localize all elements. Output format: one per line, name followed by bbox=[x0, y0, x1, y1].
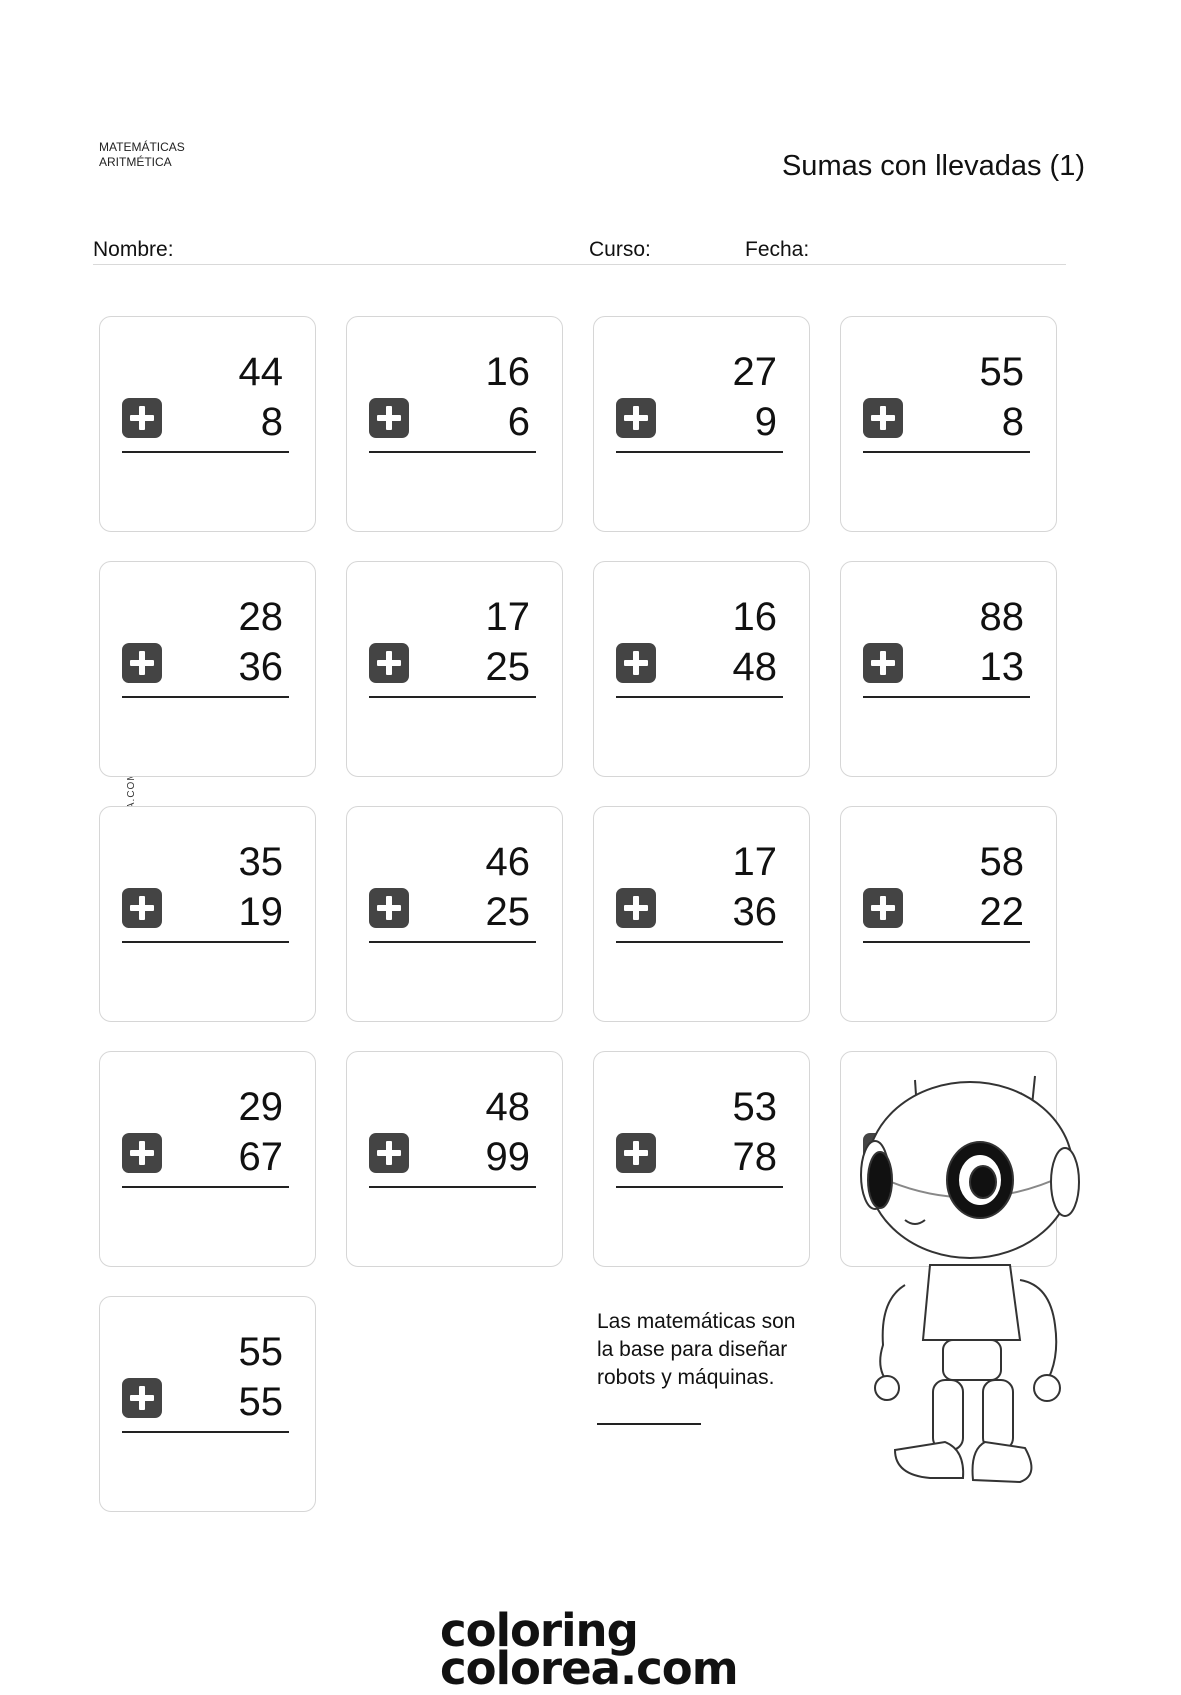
sum-line bbox=[369, 1186, 536, 1188]
course-label: Curso: bbox=[589, 238, 651, 261]
second-addend: 9 bbox=[754, 400, 777, 444]
second-addend: 19 bbox=[238, 890, 283, 934]
addition-problem-card bbox=[346, 806, 563, 1022]
first-addend: 35 bbox=[238, 840, 283, 884]
sum-line bbox=[616, 941, 783, 943]
sum-line bbox=[122, 1186, 289, 1188]
plus-icon bbox=[863, 643, 903, 683]
sum-line bbox=[616, 451, 783, 453]
plus-icon bbox=[616, 888, 656, 928]
addition-problem-card bbox=[99, 316, 316, 532]
second-addend: 55 bbox=[238, 1380, 283, 1424]
plus-icon bbox=[122, 1378, 162, 1418]
plus-icon bbox=[122, 1133, 162, 1173]
first-addend: 46 bbox=[485, 840, 530, 884]
student-info-row bbox=[93, 238, 1066, 265]
plus-icon bbox=[122, 398, 162, 438]
second-addend: 36 bbox=[238, 645, 283, 689]
first-addend: 48 bbox=[485, 1085, 530, 1129]
name-label: Nombre: bbox=[93, 238, 174, 261]
addition-problem-card bbox=[593, 1051, 810, 1267]
second-addend: 36 bbox=[732, 890, 777, 934]
first-addend: 44 bbox=[238, 350, 283, 394]
addition-problem-card bbox=[346, 561, 563, 777]
addition-problem-card bbox=[99, 1296, 316, 1512]
first-addend: 17 bbox=[732, 840, 777, 884]
first-addend: 88 bbox=[979, 595, 1024, 639]
date-label: Fecha: bbox=[745, 238, 810, 261]
category-line-2: ARITMÉTICA bbox=[99, 155, 172, 169]
second-addend: 22 bbox=[979, 890, 1024, 934]
plus-icon bbox=[616, 643, 656, 683]
sum-line bbox=[863, 451, 1030, 453]
second-addend: 48 bbox=[732, 645, 777, 689]
site-logo bbox=[440, 1604, 738, 1695]
plus-icon bbox=[369, 643, 409, 683]
first-addend: 55 bbox=[238, 1330, 283, 1374]
first-addend: 53 bbox=[732, 1085, 777, 1129]
second-addend: 13 bbox=[979, 645, 1024, 689]
sum-line bbox=[122, 1431, 289, 1433]
plus-icon bbox=[616, 398, 656, 438]
sum-line bbox=[122, 451, 289, 453]
first-addend: 58 bbox=[979, 840, 1024, 884]
second-addend: 6 bbox=[507, 400, 530, 444]
sum-line bbox=[369, 941, 536, 943]
sum-line bbox=[369, 696, 536, 698]
first-addend: 16 bbox=[732, 595, 777, 639]
addition-problem-card bbox=[99, 561, 316, 777]
sum-line bbox=[616, 696, 783, 698]
sum-line bbox=[863, 696, 1030, 698]
addition-problem-card bbox=[593, 561, 810, 777]
category-line-1: MATEMÁTICAS bbox=[99, 140, 185, 154]
addition-problem-card bbox=[99, 806, 316, 1022]
plus-icon bbox=[122, 643, 162, 683]
addition-problem-card bbox=[840, 806, 1057, 1022]
addition-problem-card bbox=[99, 1051, 316, 1267]
logo-line-1: coloring bbox=[440, 1604, 638, 1657]
logo-line-2: colorea.com bbox=[440, 1642, 738, 1695]
plus-icon bbox=[122, 888, 162, 928]
addition-problem-card bbox=[840, 561, 1057, 777]
category-label bbox=[99, 140, 185, 170]
second-addend: 67 bbox=[238, 1135, 283, 1179]
second-addend: 25 bbox=[485, 645, 530, 689]
plus-icon bbox=[369, 1133, 409, 1173]
plus-icon bbox=[616, 1133, 656, 1173]
second-addend: 8 bbox=[1001, 400, 1024, 444]
first-addend: 27 bbox=[732, 350, 777, 394]
first-addend: 55 bbox=[979, 350, 1024, 394]
second-addend: 8 bbox=[260, 400, 283, 444]
second-addend: 78 bbox=[732, 1135, 777, 1179]
first-addend: 17 bbox=[485, 595, 530, 639]
plus-icon bbox=[863, 888, 903, 928]
addition-problem-card bbox=[593, 316, 810, 532]
addition-problem-card bbox=[840, 316, 1057, 532]
first-addend: 16 bbox=[485, 350, 530, 394]
page-title: Sumas con llevadas (1) bbox=[781, 150, 1085, 182]
addition-problem-card bbox=[346, 316, 563, 532]
plus-icon bbox=[369, 398, 409, 438]
plus-icon bbox=[369, 888, 409, 928]
first-addend: 29 bbox=[238, 1085, 283, 1129]
first-addend: 28 bbox=[238, 595, 283, 639]
plus-icon bbox=[863, 398, 903, 438]
robot-illustration bbox=[835, 1070, 1105, 1510]
addition-problem-card bbox=[346, 1051, 563, 1267]
second-addend: 99 bbox=[485, 1135, 530, 1179]
sum-line bbox=[616, 1186, 783, 1188]
second-addend: 25 bbox=[485, 890, 530, 934]
sum-line bbox=[122, 696, 289, 698]
quote-underline bbox=[597, 1423, 701, 1425]
sum-line bbox=[369, 451, 536, 453]
addition-problem-card bbox=[593, 806, 810, 1022]
quote-text: Las matemáticas son la base para diseñar robots y máquinas. bbox=[597, 1310, 796, 1389]
sum-line bbox=[122, 941, 289, 943]
sum-line bbox=[863, 941, 1030, 943]
